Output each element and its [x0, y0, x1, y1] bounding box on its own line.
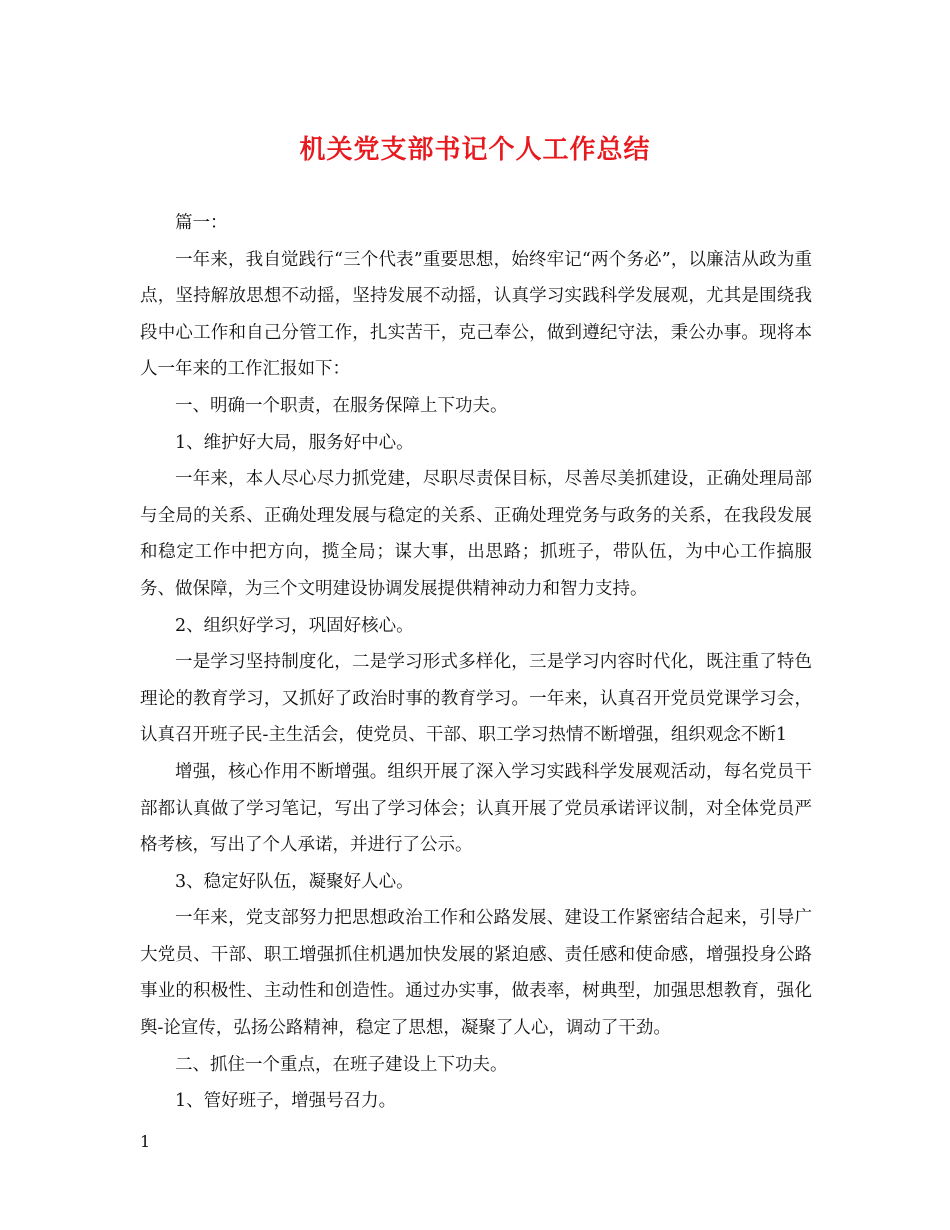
paragraph: 篇一：: [175, 213, 228, 233]
paragraph: 3、稳定好队伍，凝聚好人心。: [175, 871, 414, 892]
paragraph: 一是学习坚持制度化，二是学习形式多样化，三是学习内容时代化，既注重了特色理论的教育学习，又抓好了政治时事的教育学习。一年来，认真召开党员党课学习会，认真召开班子民-主生活会，使党员、干部、职工学习热情不断增强，组织观念不断1: [140, 652, 812, 746]
paragraph: 二、抓住一个重点，在班子建设上下功夫。: [175, 1054, 508, 1075]
paragraph: 1、管好班子，增强号召力。: [175, 1091, 397, 1112]
document-title: 机关党支部书记个人工作总结: [299, 135, 651, 165]
paragraph: 一年来，我自觉践行“三个代表”重要思想，始终牢记“两个务必”，以廉洁从政为重点，坚持解放思想不动摇，坚持发展不动摇，认真学习实践科学发展观，尤其是围绕我段中心工作和自己分管工作，扎实苦干，克己奉公，做到遵纪守法，秉公办事。现将本人一年来的工作汇报如下：: [140, 249, 812, 380]
paragraph: 一、明确一个职责，在服务保障上下功夫。: [175, 395, 508, 416]
paragraph: 1、维护好大局，服务好中心。: [175, 432, 414, 453]
document-body: [140, 205, 812, 1120]
paragraph: 一年来，本人尽心尽力抓党建，尽职尽责保目标，尽善尽美抓建设，正确处理局部与全局的关系、正确处理发展与稳定的关系、正确处理党务与政务的关系，在我段发展和稳定工作中把方向，揽全局；谋大事，出思路；抓班子，带队伍，为中心工作搞服务、做保障，为三个文明建设协调发展提供精神动力和智力支持。: [140, 469, 812, 599]
page-number: 1: [140, 1132, 151, 1151]
paragraph: 增强，核心作用不断增强。组织开展了深入学习实践科学发展观活动，每名党员干部都认真做了学习笔记，写出了学习体会；认真开展了党员承诺评议制，对全体党员严格考核，写出了个人承诺，并进行了公示。: [140, 761, 812, 856]
paragraph: 2、组织好学习，巩固好核心。: [175, 615, 414, 636]
paragraph: 一年来，党支部努力把思想政治工作和公路发展、建设工作紧密结合起来，引导广大党员、干部、职工增强抓住机遇加快发展的紧迫感、责任感和使命感，增强投身公路事业的积极性、主动性和创造性。通过办实事，做表率，树典型，加强思想教育，强化舆-论宣传，弘扬公路精神，稳定了思想，凝聚了人心，调动了干劲。: [140, 908, 812, 1039]
